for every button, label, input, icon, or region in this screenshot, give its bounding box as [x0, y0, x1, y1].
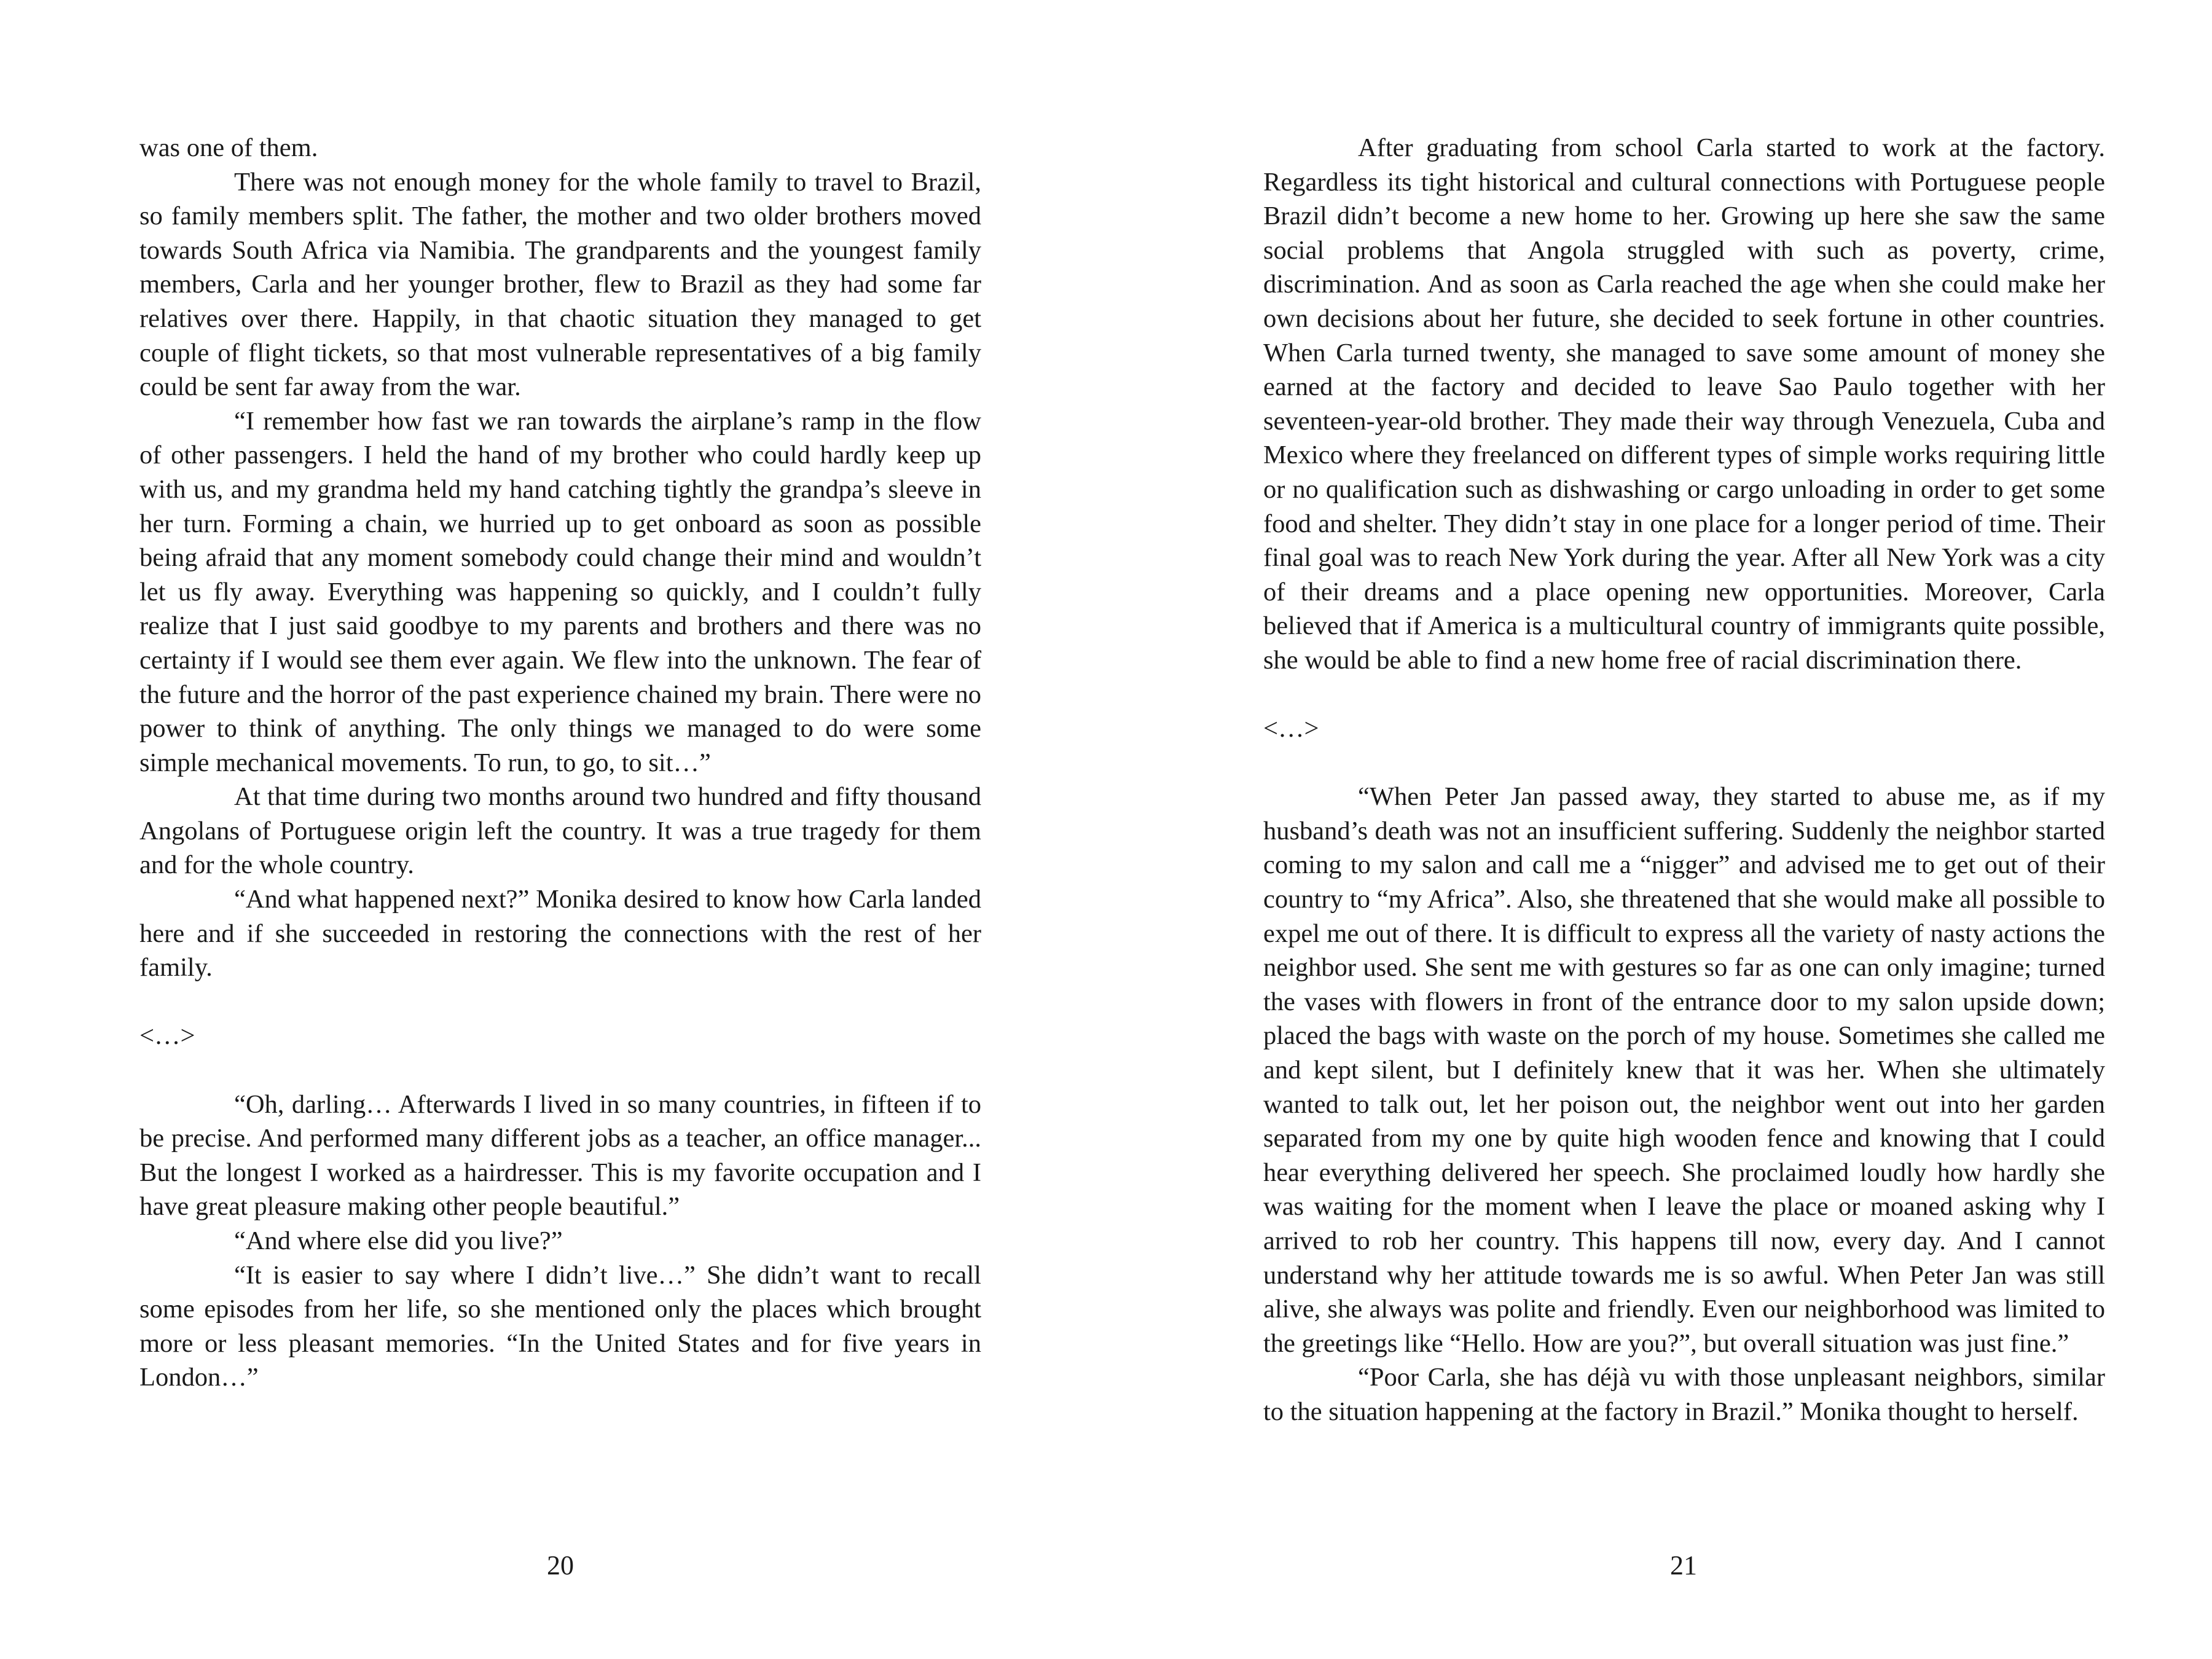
paragraph: “And where else did you live?” [234, 1226, 563, 1255]
section-separator: <…> [1263, 714, 1319, 743]
paragraph: After graduating from school Carla started to work at the factory. Regardless its tight historical and cultural connections with Portuguese people Brazil didn’t become a new home to her. Growing up here she saw the same social problems that Angola struggled with such as poverty, crime, discrimination. And as soon as Carla reached the age when she could make her own decisions about her future, she decided to seek fortune in other countries. When Carla turned twenty, she managed to save some amount of money she earned at the factory and decided to leave Sao Paulo together with her seventeen-year-old brother. They made their way through Venezuela, Cuba and Mexico where they freelanced on different types of simple works requiring little or no qualification such as dishwashing or cargo unloading in order to get some food and shelter. They didn’t stay in one place for a longer period of time. Their final goal was to reach New York during the year. After all New York was a city of their dreams and a place opening new opportunities. Moreover, Carla believed that if America is a multicultural country of immigrants quite possible, she would be able to find a new home free of racial discrimination there. [1263, 133, 2105, 675]
left-page-text [139, 131, 981, 1395]
page-number: 21 [1670, 1550, 1697, 1580]
paragraph: “Oh, darling… Afterwards I lived in so many countries, in fifteen if to be precise. And performed many different jobs as a teacher, an office manager... But the longest I worked as a hairdresser. This is my favorite occupation and I have great pleasure making other people beautiful.” [139, 1089, 981, 1222]
paragraph: “Poor Carla, she has déjà vu with those unpleasant neighbors, similar to the situation happening at the factory in Brazil.” Monika thought to herself. [1263, 1363, 2105, 1426]
paragraph: There was not enough money for the whole family to travel to Brazil, so family members split. The father, the mother and two older brothers moved towards South Africa via Namibia. The grandparents and the youngest family members, Carla and her younger brother, flew to Brazil as they had some far relatives over there. Happily, in that chaotic situation they managed to get couple of flight tickets, so that most vulnerable representatives of a big family could be sent far away from the war. [139, 167, 981, 402]
right-page [1106, 0, 2212, 1659]
paragraph: was one of them. [139, 133, 318, 162]
paragraph: “I remember how fast we ran towards the airplane’s ramp in the flow of other passengers. I held the hand of my brother who could hardly keep up with us, and my grandma held my hand catching tightly the grandpa’s sleeve in her turn. Forming a chain, we hurried up to get onboard as soon as possible being afraid that any moment somebody could change their mind and wouldn’t let us fly away. Everything was happening so quickly, and I couldn’t fully realize that I just said goodbye to my parents and brothers and there was no certainty if I would see them ever again. We flew into the unknown. The fear of the future and the horror of the past experience chained my brain. There were no power to think of anything. The only things we managed to do were some simple mechanical movements. To run, to go, to sit…” [139, 406, 981, 777]
paragraph: “When Peter Jan passed away, they started to abuse me, as if my husband’s death was not an insufficient suffering. Suddenly the neighbor started coming to my salon and call me a “nigger” and advised me to get out of their country to “my Africa”. Also, she threatened that she would make all possible to expel me out of there. It is difficult to express all the variety of nasty actions the neighbor used. She sent me with gestures so far as one can only imagine; turned the vases with flowers in front of the entrance door to my salon upside down; placed the bags with waste on the porch of my house. Sometimes she called me and kept silent, but I definitely knew that it was her. When she ultimately wanted to talk out, let her poison out, the neighbor went out into her garden separated from my one by quite high wooden fence and knowing that I could hear everything delivered her speech. She proclaimed loudly how hardly she was waiting for the moment when I leave the place or moaned asking why I arrived to rob her country. This happens till now, every day. And I cannot understand why her attitude towards me is so awful. When Peter Jan was still alive, she always was polite and friendly. Even our neighborhood was limited to the greetings like “Hello. How are you?”, but overall situation was just fine.” [1263, 782, 2105, 1358]
page-number: 20 [547, 1550, 574, 1580]
paragraph: “It is easier to say where I didn’t live…” She didn’t want to recall some episodes from her life, so she mentioned only the places which brought more or less pleasant memories. “In the United States and for five years in London…” [139, 1260, 981, 1392]
paragraph: “And what happened next?” Monika desired to know how Carla landed here and if she succeeded in restoring the connections with the rest of her family. [139, 885, 981, 982]
section-separator: <…> [139, 1021, 195, 1051]
paragraph: At that time during two months around two hundred and fifty thousand Angolans of Portuguese origin left the country. It was a true tragedy for them and for the whole country. [139, 782, 981, 880]
right-page-text [1263, 131, 2105, 1429]
